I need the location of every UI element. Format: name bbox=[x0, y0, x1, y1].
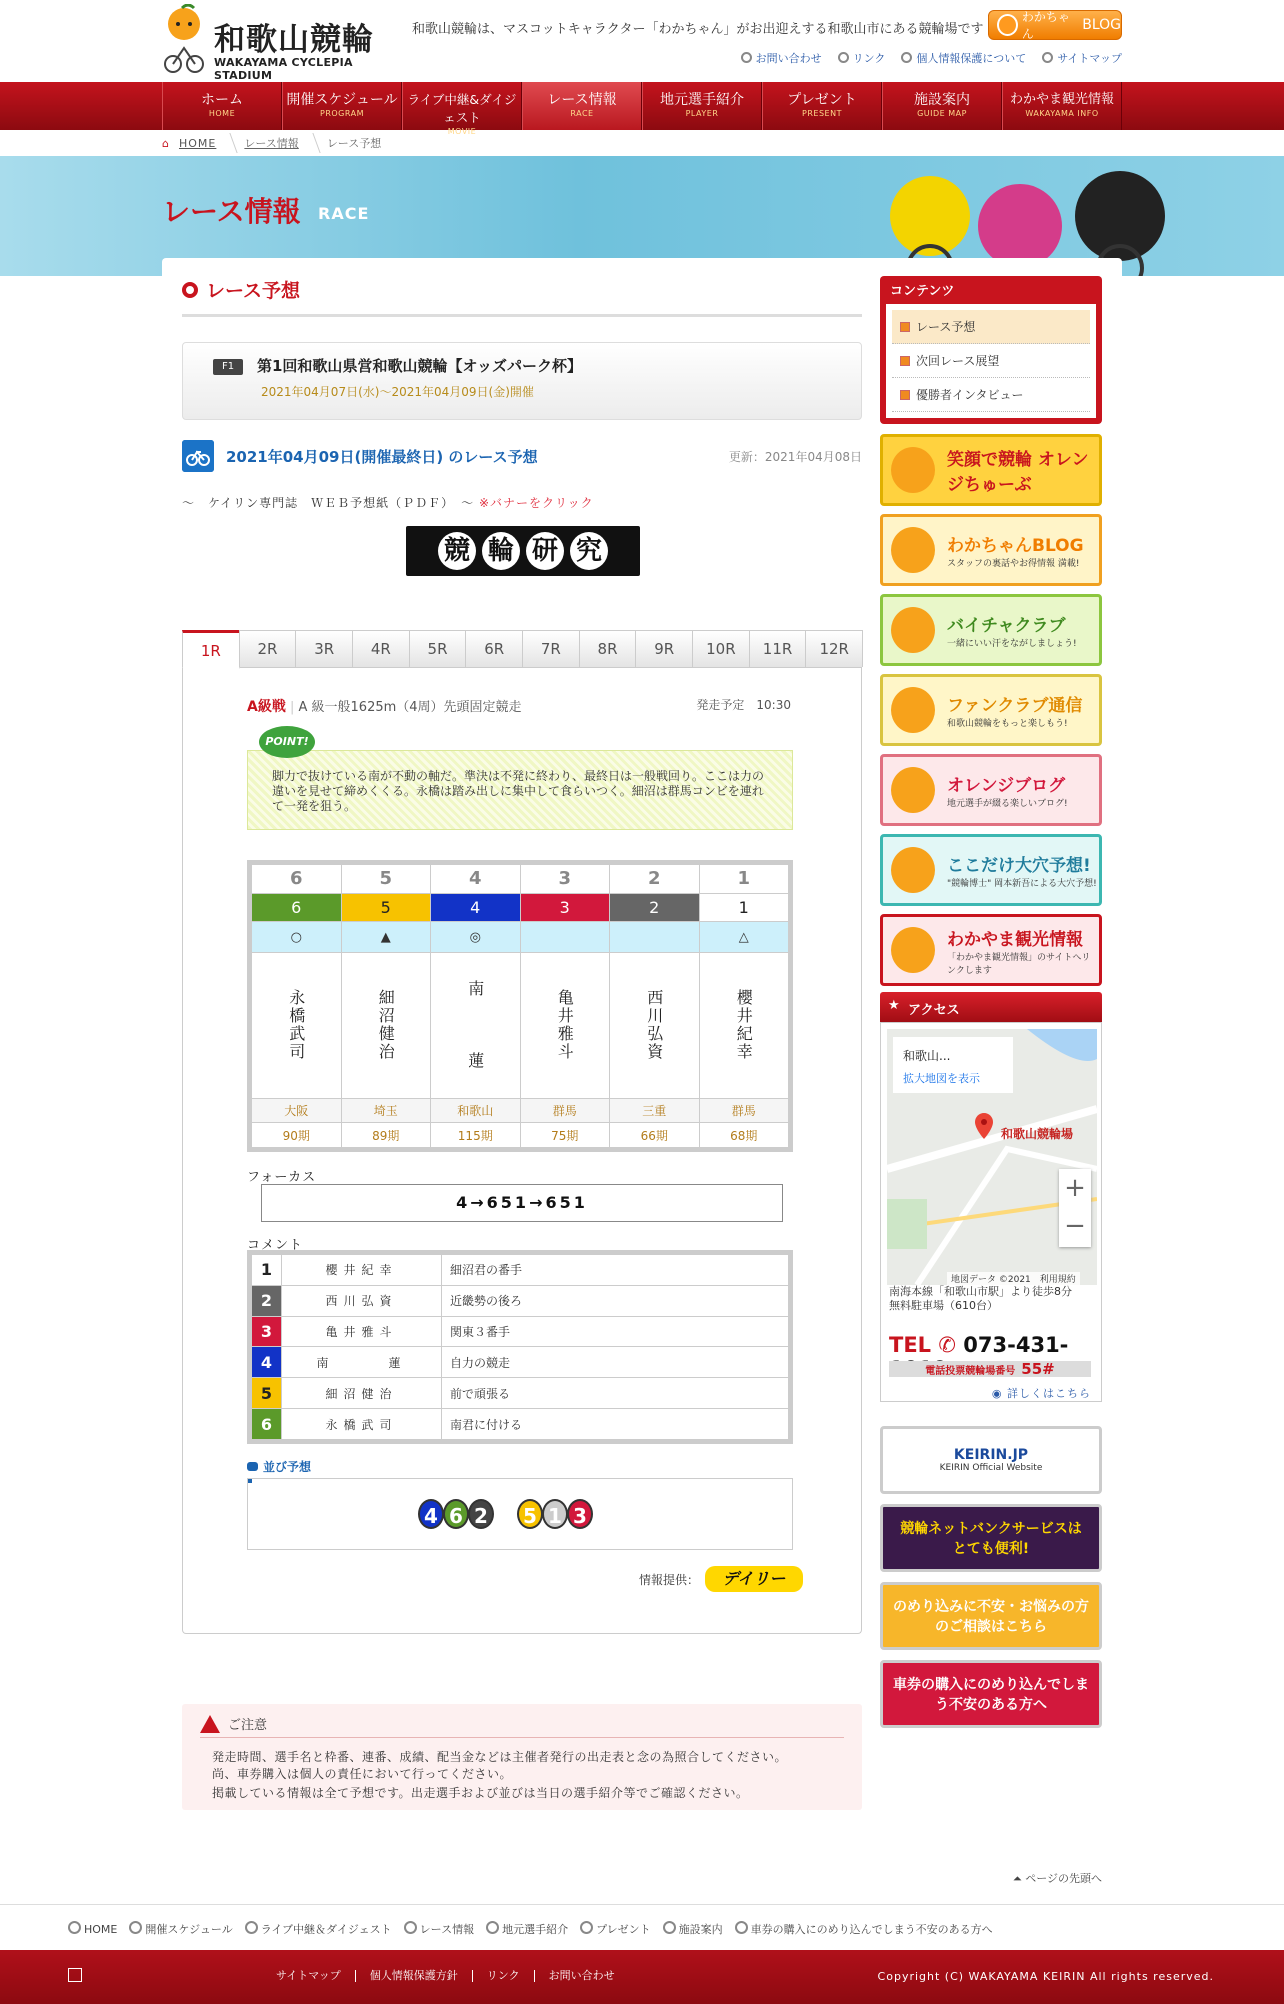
tab-2r[interactable]: 2R bbox=[239, 630, 297, 667]
sidebar-banner-subtitle: 一緒にいい汗をながしましょう! bbox=[947, 639, 1077, 649]
blog-button-prefix: わかちゃん bbox=[1021, 10, 1070, 41]
rider-term: 66期 bbox=[610, 1123, 700, 1148]
tab-9r[interactable]: 9R bbox=[635, 630, 693, 667]
comment-text: 近畿勢の後ろ bbox=[442, 1285, 789, 1316]
source-label: 情報提供： bbox=[638, 1572, 699, 1587]
web-paper-note bbox=[182, 494, 594, 511]
race-info: A級戦 | A 級一般1625m（4周）先頭固定競走 発走予定 10:30 bbox=[247, 698, 791, 715]
rider-term: 90期 bbox=[252, 1123, 342, 1148]
comment-text: 前で頑張る bbox=[442, 1378, 789, 1409]
banner-char: 究 bbox=[570, 532, 608, 570]
rider-name[interactable]: 永橋武司 bbox=[252, 953, 342, 1099]
logo-subtitle: WAKAYAMA CYCLEPIA STADIUM bbox=[214, 56, 353, 82]
nav-program[interactable] bbox=[282, 82, 402, 130]
rider-name[interactable]: 細沼健治 bbox=[341, 953, 431, 1099]
grade-badge: F1 bbox=[213, 359, 243, 375]
event-name: 第1回和歌山県営和歌山競輪【オッズパーク杯】 bbox=[257, 357, 582, 375]
tab-11r[interactable]: 11R bbox=[749, 630, 807, 667]
tel-vote-code: 55# bbox=[1021, 1360, 1055, 1378]
contents-title: コンテンツ bbox=[890, 284, 955, 299]
map-pin-label: 和歌山競輪場 bbox=[1001, 1127, 1074, 1141]
util-link-contact[interactable] bbox=[741, 50, 822, 66]
comment-rider-name: 亀井雅斗 bbox=[282, 1316, 442, 1347]
sidebar-link-banner[interactable] bbox=[880, 1660, 1102, 1728]
car-number: 4 bbox=[431, 893, 521, 922]
nav-movie[interactable] bbox=[402, 82, 522, 136]
sidebar-banner-title: わかちゃんBLOG スタッフの裏話やお得情報 満載! bbox=[947, 536, 1084, 569]
rider-term: 75期 bbox=[520, 1123, 610, 1148]
sidebar-banner-subtitle: 「わかやま観光情報」のサイトへリンクします bbox=[947, 952, 1091, 976]
narabi-ball: 6 bbox=[443, 1499, 469, 1529]
util-link-links[interactable] bbox=[838, 50, 886, 66]
comment-row bbox=[252, 1316, 789, 1347]
access-more-link[interactable] bbox=[992, 1385, 1091, 1401]
sidebar-banner[interactable] bbox=[880, 594, 1102, 666]
rider-term: 68期 bbox=[699, 1123, 789, 1148]
nav-race[interactable] bbox=[522, 82, 642, 130]
bullet-icon bbox=[901, 52, 912, 63]
tab-5r[interactable]: 5R bbox=[409, 630, 467, 667]
day-heading bbox=[182, 440, 862, 472]
tab-10r[interactable]: 10R bbox=[692, 630, 750, 667]
updated-date: 更新：2021年04月08日 bbox=[728, 450, 862, 464]
up-arrow-icon: ⏶ bbox=[1012, 1872, 1026, 1885]
comment-text: 自力の競走 bbox=[442, 1347, 789, 1378]
keirin-kenkyu-banner[interactable] bbox=[406, 526, 640, 576]
footer-link[interactable]: プレゼント bbox=[580, 1921, 651, 1937]
map-zoom-controls bbox=[1059, 1169, 1091, 1247]
sidebar-banner-title: オレンジブログ 地元選手が綴る楽しいブログ! bbox=[947, 776, 1068, 809]
access-more-label: 詳しくはこちら bbox=[1007, 1387, 1091, 1400]
nav-label: 施設案内 bbox=[914, 92, 970, 108]
day-title: 2021年04月09日(開催最終日) のレース予想 bbox=[226, 448, 538, 466]
footer-link[interactable]: 地元選手紹介 bbox=[486, 1921, 568, 1937]
contents-menu bbox=[880, 276, 1102, 424]
web-paper-hint: ※バナーをクリック bbox=[479, 496, 594, 510]
race-tabs bbox=[182, 630, 862, 668]
daily-logo: デイリー bbox=[705, 1566, 803, 1592]
prediction-mark: ▲ bbox=[341, 922, 431, 953]
footer-link[interactable]: ライブ中継＆ダイジェスト bbox=[245, 1921, 392, 1937]
tab-7r[interactable]: 7R bbox=[522, 630, 580, 667]
footer-link[interactable]: HOME bbox=[68, 1921, 117, 1937]
sidebar-link-banner[interactable] bbox=[880, 1582, 1102, 1650]
nav-sublabel: HOME bbox=[208, 109, 236, 118]
notice-line: 掲載している情報は全て予想です。出走選手および並びは当日の選手紹介等でご確認ください。 bbox=[212, 1786, 749, 1800]
footer-bottom-link[interactable]: リンク bbox=[473, 1970, 535, 1982]
rider-prefecture: 群馬 bbox=[699, 1098, 789, 1123]
breadcrumb-separator bbox=[305, 133, 320, 153]
prediction-mark: △ bbox=[699, 922, 789, 953]
mascot-icon bbox=[891, 927, 935, 973]
access-line: 無料駐車場（610台） bbox=[889, 1299, 998, 1312]
star-icon: ★ bbox=[888, 998, 900, 1013]
bicycle-icon bbox=[182, 440, 214, 472]
comment-row bbox=[252, 1255, 789, 1286]
prediction-mark bbox=[520, 922, 610, 953]
prediction-mark: ◎ bbox=[431, 922, 521, 953]
sidebar-banner-subtitle: スタッフの裏話やお得情報 満載! bbox=[947, 559, 1080, 569]
rider-term: 89期 bbox=[341, 1123, 431, 1148]
web-paper-text: ～ ケイリン専門誌 ＷＥＢ予想紙（ＰＤＦ） ～ bbox=[182, 496, 475, 510]
map-card bbox=[893, 1037, 1013, 1093]
nav-label: わかやま観光情報 bbox=[1009, 92, 1114, 107]
nav-sublabel: WAKAYAMA INFO bbox=[1025, 109, 1099, 118]
comment-text: 南君に付ける bbox=[442, 1409, 789, 1440]
lineup-order: 1 bbox=[699, 865, 789, 894]
point-box: 脚力で抜けている南が不動の軸だ。準決は不発に終わり、最終日は一般戦回り。ここは力の違いを見せて締めくくる。永橋は踏み出しに集中して食らいつく。細沼は群馬コンビを連れて一発を狙う。 bbox=[247, 750, 793, 830]
tel-prefix: TEL bbox=[889, 1333, 932, 1357]
sidebar-banner-title: わかやま観光情報 「わかやま観光情報」のサイトへリンクします bbox=[947, 925, 1099, 976]
comment-rider-name: 永橋武司 bbox=[282, 1409, 442, 1440]
narabi-ball: 5 bbox=[517, 1499, 543, 1529]
contents-item-forecast[interactable]: レース予想 bbox=[892, 310, 1090, 344]
page-top-link[interactable] bbox=[1013, 1870, 1102, 1886]
sidebar-banner-subtitle: 和歌山競輪をもっと楽しもう! bbox=[947, 719, 1068, 729]
google-map[interactable] bbox=[887, 1029, 1097, 1285]
point-badge: POINT! bbox=[259, 726, 315, 758]
rider-prefecture: 三重 bbox=[610, 1098, 700, 1123]
logo-title: 和歌山競輪 bbox=[214, 22, 374, 58]
lineup-order: 3 bbox=[520, 865, 610, 894]
lineup-order: 5 bbox=[341, 865, 431, 894]
comment-row bbox=[252, 1285, 789, 1316]
comment-rider-name: 西川弘資 bbox=[282, 1285, 442, 1316]
rider-prefecture: 群馬 bbox=[520, 1098, 610, 1123]
util-link-sitemap[interactable] bbox=[1042, 50, 1122, 66]
sidebar-link-banner[interactable] bbox=[880, 1504, 1102, 1572]
bullet-icon: ◉ bbox=[991, 1387, 1007, 1400]
lineup-mark-row bbox=[252, 922, 789, 953]
lineup-name-row bbox=[252, 953, 789, 1099]
nav-wakayama-info[interactable] bbox=[1002, 82, 1122, 130]
map-card-title: 和歌山... bbox=[903, 1049, 951, 1063]
utility-links bbox=[741, 50, 1122, 66]
lineup-order: 4 bbox=[431, 865, 521, 894]
prediction-mark: ○ bbox=[252, 922, 342, 953]
car-number: 5 bbox=[341, 893, 431, 922]
comment-text: 細沼君の番手 bbox=[442, 1255, 789, 1286]
ring-icon bbox=[182, 282, 198, 298]
orange-icon bbox=[997, 14, 1018, 36]
race-start-time: 発走予定 10:30 bbox=[696, 698, 791, 712]
nav-label: ホーム bbox=[201, 92, 243, 108]
tab-4r[interactable]: 4R bbox=[352, 630, 410, 667]
notice-divider bbox=[200, 1737, 844, 1738]
sidebar-banner[interactable] bbox=[880, 514, 1102, 586]
comment-rider-name: 櫻井紀幸 bbox=[282, 1255, 442, 1286]
sidebar-banner-title: ここだけ大穴予想! "競輪博士" 岡本新吾による大穴予想! bbox=[947, 856, 1097, 889]
bullet-icon bbox=[741, 52, 752, 63]
blog-button[interactable] bbox=[988, 10, 1122, 40]
lineup-order-row bbox=[252, 865, 789, 894]
nav-label: 開催スケジュール bbox=[286, 92, 398, 108]
narabi-label: 並び予想 bbox=[247, 1458, 311, 1475]
access-title: アクセス bbox=[908, 1003, 960, 1018]
comment-rider-name: 南 蓮 bbox=[282, 1347, 442, 1378]
site-tagline: 和歌山競輪は、マスコットキャラクター「わかちゃん」がお出迎えする和歌山市にある競輪場です bbox=[412, 22, 984, 37]
mascot-icon bbox=[891, 767, 935, 813]
mascot-icon bbox=[162, 4, 206, 74]
bullet-icon bbox=[1042, 52, 1053, 63]
breadcrumb-parent[interactable]: レース情報 bbox=[244, 137, 299, 150]
footer-bottom-link[interactable]: お問い合わせ bbox=[548, 1969, 615, 1982]
footer-link[interactable]: 開催スケジュール bbox=[129, 1921, 232, 1937]
notice-heading bbox=[200, 1714, 267, 1733]
footer-link[interactable]: 車券の購入にのめり込んでしまう不安のある方へ bbox=[735, 1921, 993, 1937]
tab-1r[interactable]: 1R bbox=[182, 630, 240, 669]
sidebar-banner[interactable] bbox=[880, 434, 1102, 506]
nav-label: 地元選手紹介 bbox=[660, 92, 744, 108]
sidebar-link-banner-title: 競輪ネットバンクサービスは とても便利! bbox=[900, 1521, 1082, 1557]
comment-car-number: 6 bbox=[252, 1409, 282, 1440]
breadcrumb bbox=[162, 132, 381, 154]
mascot-icon bbox=[891, 847, 935, 893]
nav-label: レース情報 bbox=[547, 92, 617, 108]
notice-line: 尚、車券購入は個人の責任において行ってください。 bbox=[212, 1767, 513, 1781]
car-number: 1 bbox=[699, 893, 789, 922]
footer-link[interactable]: 施設案内 bbox=[663, 1921, 723, 1937]
sidebar-banner-subtitle: 地元選手が綴る楽しいブログ! bbox=[947, 799, 1068, 809]
rider-prefecture: 和歌山 bbox=[431, 1098, 521, 1123]
narabi-ball: 1 bbox=[542, 1499, 568, 1529]
rider-name[interactable]: 南 蓮 bbox=[431, 953, 521, 1099]
banner-char: 輪 bbox=[482, 532, 520, 570]
tab-3r[interactable]: 3R bbox=[295, 630, 353, 667]
lineup-order: 6 bbox=[252, 865, 342, 894]
comment-label: コメント bbox=[247, 1238, 304, 1253]
sidebar-banner[interactable] bbox=[880, 914, 1102, 986]
access-line: 南海本線「和歌山市駅」より徒歩8分 bbox=[889, 1285, 1072, 1298]
zoom-in-button[interactable]: + bbox=[1064, 1173, 1086, 1203]
site-logo[interactable] bbox=[160, 4, 390, 82]
car-number: 2 bbox=[610, 893, 700, 922]
rider-name[interactable]: 亀井雅斗 bbox=[520, 953, 610, 1099]
nav-guide[interactable] bbox=[882, 82, 1002, 130]
lineup-order: 2 bbox=[610, 865, 700, 894]
access-box bbox=[880, 1022, 1102, 1402]
comment-row bbox=[252, 1347, 789, 1378]
sidebar-banner-title: バイチャクラブ 一緒にいい汗をながしましょう! bbox=[947, 616, 1077, 649]
sidebar-link-banner-title: のめり込みに不安・お悩みの方のご相談はこちら bbox=[893, 1599, 1089, 1635]
rider-prefecture: 埼玉 bbox=[341, 1098, 431, 1123]
breadcrumb-home[interactable]: HOME bbox=[178, 136, 217, 150]
focus-value: 4→651→651 bbox=[261, 1184, 783, 1222]
footer-nav bbox=[0, 1904, 1284, 1950]
tab-6r[interactable]: 6R bbox=[465, 630, 523, 667]
contents-item-interview[interactable]: 優勝者インタビュー bbox=[892, 378, 1090, 412]
info-source bbox=[639, 1566, 803, 1592]
contents-item-next-race[interactable]: 次回レース展望 bbox=[892, 344, 1090, 378]
rider-name[interactable]: 西川弘資 bbox=[610, 953, 700, 1099]
sidebar-link-banner-title: KEIRIN.JP KEIRIN Official Website bbox=[939, 1447, 1043, 1473]
lineup-ki-row bbox=[252, 1123, 789, 1148]
narabi-ball: 2 bbox=[468, 1499, 494, 1529]
tel-number: 073-431- bbox=[963, 1333, 1069, 1357]
rider-prefecture: 大阪 bbox=[252, 1098, 342, 1123]
mascot-icon bbox=[891, 687, 935, 733]
util-link-label: お問い合わせ bbox=[755, 52, 822, 65]
copyright: Copyright (C) WAKAYAMA KEIRIN All rights reserved. bbox=[877, 1970, 1214, 1983]
banner-char: 研 bbox=[526, 532, 564, 570]
tab-12r[interactable]: 12R bbox=[805, 630, 863, 667]
notice-box bbox=[182, 1704, 862, 1810]
util-link-label: リンク bbox=[852, 52, 886, 65]
banner-char: 競 bbox=[438, 532, 476, 570]
sidebar-banner[interactable] bbox=[880, 674, 1102, 746]
narabi-balls bbox=[418, 1499, 592, 1529]
sidebar-link-banner-title: 車券の購入にのめり込んでしまう不安のある方へ bbox=[893, 1677, 1089, 1713]
race-description: A 級一般1625m（4周）先頭固定競走 bbox=[298, 700, 522, 715]
heading-divider bbox=[182, 314, 862, 317]
nav-sublabel: GUIDE MAP bbox=[917, 109, 967, 118]
comment-car-number: 1 bbox=[252, 1255, 282, 1286]
nav-sublabel: RACE bbox=[570, 109, 594, 118]
prediction-mark bbox=[610, 922, 700, 953]
blog-button-label: BLOG bbox=[1082, 17, 1121, 33]
lineup-car-row bbox=[252, 893, 789, 922]
breadcrumb-current: レース予想 bbox=[326, 137, 382, 150]
sidebar-link-banner[interactable] bbox=[880, 1426, 1102, 1494]
util-link-label: サイトマップ bbox=[1057, 52, 1122, 65]
comment-rider-name: 細沼健治 bbox=[282, 1378, 442, 1409]
util-link-label: 個人情報保護について bbox=[916, 52, 1027, 65]
comment-car-number: 3 bbox=[252, 1316, 282, 1347]
footer-bar bbox=[0, 1950, 1284, 2004]
map-enlarge-link[interactable]: 拡大地図を表示 bbox=[903, 1072, 980, 1085]
comment-row bbox=[252, 1409, 789, 1440]
car-number: 6 bbox=[252, 893, 342, 922]
comment-car-number: 2 bbox=[252, 1285, 282, 1316]
nav-sublabel: PLAYER bbox=[685, 109, 719, 118]
lineup-pref-row bbox=[252, 1098, 789, 1123]
narabi-ball: 3 bbox=[567, 1499, 593, 1529]
util-link-privacy[interactable] bbox=[901, 50, 1026, 66]
section-heading bbox=[182, 276, 300, 303]
global-nav bbox=[0, 82, 1284, 136]
comment-row bbox=[252, 1378, 789, 1409]
sidebar-banner[interactable] bbox=[880, 754, 1102, 826]
bullet-icon bbox=[838, 52, 849, 63]
breadcrumb-separator bbox=[223, 133, 238, 153]
race-class: A級戦 bbox=[247, 699, 286, 715]
nav-sublabel: MOVIE bbox=[447, 127, 477, 136]
notice-title: ご注意 bbox=[228, 1718, 268, 1733]
tab-8r[interactable]: 8R bbox=[579, 630, 637, 667]
mascot-icon bbox=[891, 527, 935, 573]
tel-vote-number bbox=[889, 1361, 1091, 1377]
footer-link[interactable]: レース情報 bbox=[404, 1921, 474, 1937]
mascot-icon bbox=[891, 607, 935, 653]
car-number: 3 bbox=[520, 893, 610, 922]
event-dates: 2021年04月07日(水)～2021年04月09日(金)開催 bbox=[261, 385, 534, 399]
narabi-ball: 4 bbox=[418, 1499, 444, 1529]
sidebar-banner-title: 笑顔で競輪 オレンジちゅーぶ bbox=[947, 450, 1089, 495]
tel-vote-label: 電話投票競輪場番号 bbox=[925, 1366, 1016, 1377]
phone-icon: ✆ bbox=[938, 1333, 956, 1357]
focus-label: フォーカス bbox=[247, 1170, 317, 1185]
banner-title: レース情報 bbox=[162, 195, 301, 228]
nav-sublabel: PROGRAM bbox=[320, 109, 364, 118]
comment-car-number: 4 bbox=[252, 1347, 282, 1378]
access-text bbox=[889, 1285, 1072, 1313]
narabi-gap bbox=[493, 1499, 517, 1529]
nav-player[interactable] bbox=[642, 82, 762, 130]
zoom-out-button[interactable]: − bbox=[1064, 1211, 1086, 1241]
footer-bottom-link[interactable]: サイトマップ bbox=[276, 1970, 356, 1982]
map-copyright: 地図データ ©2021 利用規約 bbox=[947, 1272, 1080, 1285]
nav-home[interactable] bbox=[162, 82, 282, 130]
mascot-icon bbox=[891, 447, 935, 493]
nav-sublabel: PRESENT bbox=[802, 109, 842, 118]
comment-text: 関東３番手 bbox=[442, 1316, 789, 1347]
warning-icon bbox=[200, 1715, 220, 1733]
nav-label: プレゼント bbox=[787, 92, 857, 108]
nav-label: ライブ中継&ダイジェスト bbox=[407, 92, 517, 125]
nav-present[interactable] bbox=[762, 82, 882, 130]
page-top-label: ページの先頭へ bbox=[1025, 1872, 1102, 1885]
notice-line: 発走時間、選手名と枠番、連番、成績、配当金などは主催者発行の出走表と念の為照合してください。 bbox=[212, 1750, 788, 1764]
sidebar-banner[interactable] bbox=[880, 834, 1102, 906]
race-panel bbox=[182, 668, 862, 1634]
map-pin-icon bbox=[975, 1113, 993, 1139]
comment-car-number: 5 bbox=[252, 1378, 282, 1409]
rider-term: 115期 bbox=[431, 1123, 521, 1148]
home-icon: ⌂ bbox=[162, 136, 169, 150]
banner-subtitle: RACE bbox=[318, 204, 370, 223]
event-box bbox=[182, 342, 862, 420]
access-heading bbox=[880, 992, 1102, 1022]
section-title: レース予想 bbox=[206, 280, 301, 302]
comment-table bbox=[247, 1250, 793, 1444]
footer-bottom-link[interactable]: 個人情報保護方針 bbox=[356, 1970, 473, 1982]
sidebar-banner-subtitle: "競輪博士" 岡本新吾による大穴予想! bbox=[947, 879, 1097, 889]
sidebar-banner-title: ファンクラブ通信 和歌山競輪をもっと楽しもう! bbox=[947, 696, 1083, 729]
narabi-box bbox=[247, 1478, 793, 1550]
site-header bbox=[0, 0, 1284, 82]
sidebar-link-banner-subtitle: KEIRIN Official Website bbox=[939, 1463, 1043, 1473]
lineup-table bbox=[247, 860, 793, 1152]
footer-badge-icon bbox=[68, 1968, 82, 1982]
rider-name[interactable]: 櫻井紀幸 bbox=[699, 953, 789, 1099]
